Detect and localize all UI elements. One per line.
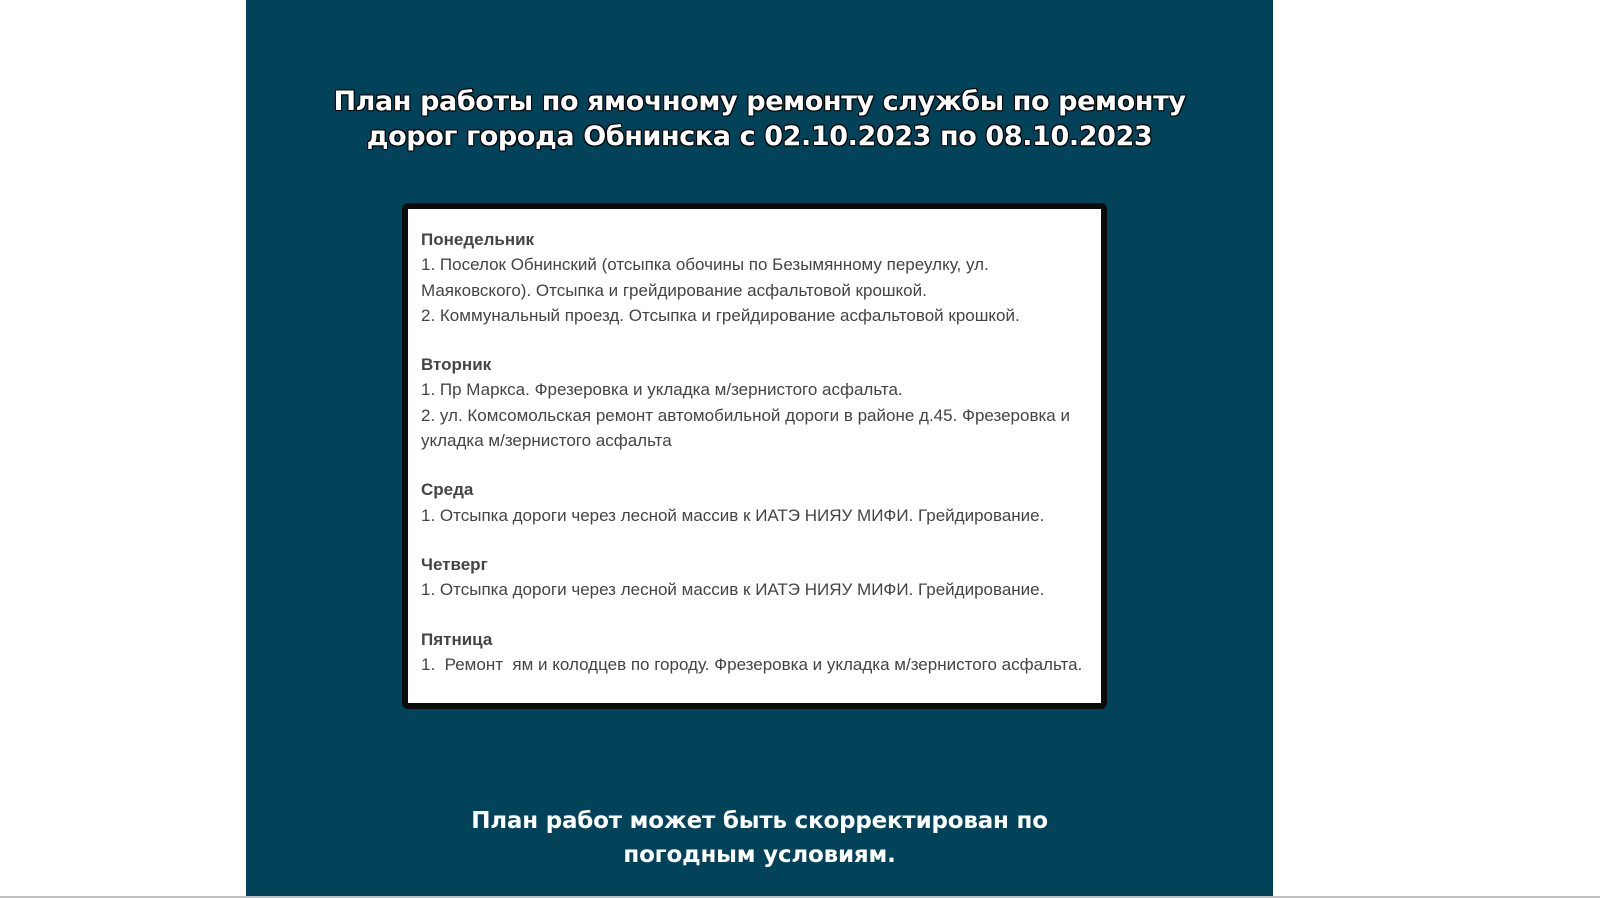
- day-item: 1. Ремонт ям и колодцев по городу. Фрезеровка и укладка м/зернистого асфальта.: [421, 654, 1083, 674]
- footer-line-1: План работ может быть скорректирован по: [471, 808, 1048, 834]
- title-line-1: План работы по ямочному ремонту службы по ремонту: [333, 86, 1186, 117]
- day-heading: Понедельник: [421, 230, 535, 249]
- day-item: 1. Отсыпка дороги через лесной массив к ИАТЭ НИЯУ МИФИ. Грейдирование.: [421, 580, 1045, 600]
- weather-note: [246, 804, 1273, 872]
- page-title: [246, 84, 1273, 154]
- day-block-friday: [421, 627, 1093, 678]
- slide-panel: [246, 0, 1273, 898]
- day-heading: Вторник: [421, 355, 492, 375]
- day-block-wednesday: [421, 477, 1093, 528]
- day-heading: Пятница: [421, 629, 493, 649]
- day-heading: Среда: [421, 480, 474, 500]
- schedule-card: [402, 203, 1107, 709]
- day-item: 1. Пр Маркса. Фрезеровка и укладка м/зернистого асфальта.: [421, 380, 903, 400]
- day-item: 2. Коммунальный проезд. Отсыпка и грейдирование асфальтовой крошкой.: [421, 305, 1020, 325]
- day-item: 2. ул. Комсомольская ремонт автомобильной дороги в районе д.45. Фрезеровка и укладка м/зернистого асфальта: [421, 405, 1075, 451]
- day-item: 1. Поселок Обнинский (отсыпка обочины по Безымянному переулку, ул. Маяковского). Отсыпка и грейдирование асфальтовой крошкой.: [421, 255, 994, 300]
- day-block-monday: [421, 227, 1093, 328]
- footer-line-2: погодным условиям.: [623, 842, 896, 868]
- title-line-2: дорог города Обнинска с 02.10.2023 по 08.10.2023: [366, 121, 1153, 152]
- day-block-thursday: [421, 552, 1093, 603]
- day-block-tuesday: [421, 352, 1093, 453]
- day-heading: Четверг: [421, 554, 488, 574]
- day-item: 1. Отсыпка дороги через лесной массив к ИАТЭ НИЯУ МИФИ. Грейдирование.: [421, 505, 1045, 525]
